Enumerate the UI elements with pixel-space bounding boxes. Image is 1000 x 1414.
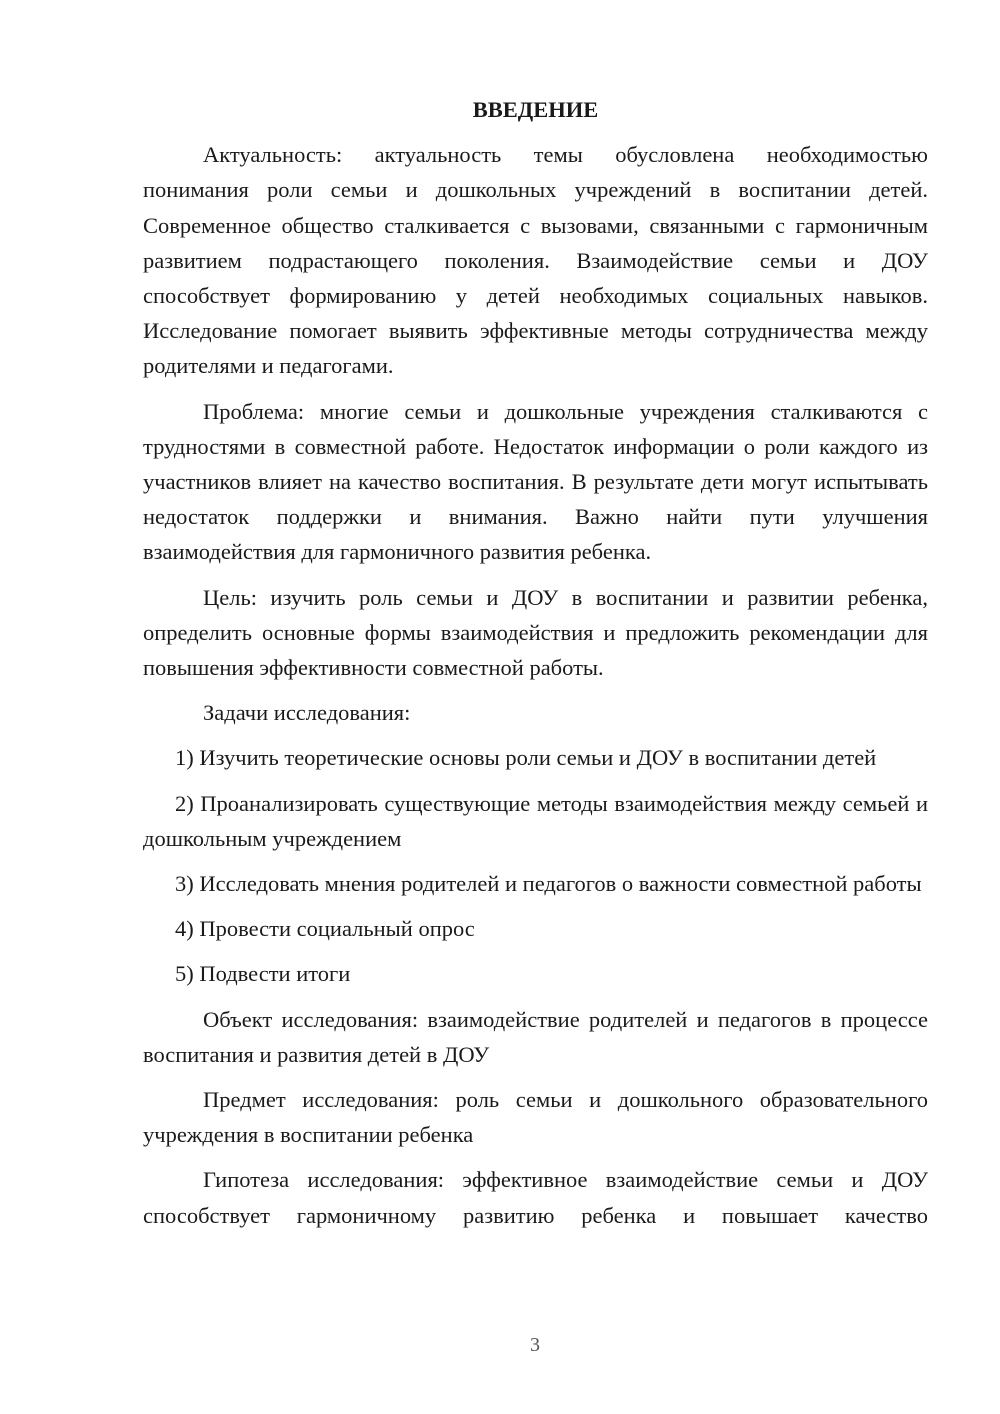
page-number: 3 — [530, 1334, 540, 1356]
document-page — [143, 92, 928, 1243]
task-item-4: 4) Провести социальный опрос — [175, 916, 475, 942]
task-item-2: 2) Проанализировать существующие методы взаимодействия между семьей и дошкольным учреждением — [143, 790, 928, 851]
goal-paragraph: Цель: изучить роль семьи и ДОУ в воспитании и развитии ребенка, определить основные формы взаимодействия и предложить рекомендации для повышения эффективности совместной работы. — [143, 584, 928, 681]
subject-paragraph: Предмет исследования: роль семьи и дошкольного образовательного учреждения в воспитании ребенка — [143, 1087, 928, 1148]
object-paragraph: Объект исследования: взаимодействие родителей и педагогов в процессе воспитания и развития детей в ДОУ — [143, 1006, 928, 1067]
task-item-1: 1) Изучить теоретические основы роли семьи и ДОУ в воспитании детей — [175, 745, 877, 771]
task-item-5: 5) Подвести итоги — [175, 961, 351, 987]
section-title: ВВЕДЕНИЕ — [472, 97, 599, 122]
problem-paragraph: Проблема: многие семьи и дошкольные учреждения сталкиваются с трудностями в совместной работе. Недостаток информации о роли каждого из участников влияет на качество воспитания. В результате дети могут испытывать недостаток поддержки и внимания. Важно найти пути улучшения взаимодействия для гармоничного развития ребенка. — [143, 398, 928, 565]
task-item-3: 3) Исследовать мнения родителей и педагогов о важности совместной работы — [175, 871, 922, 897]
relevance-paragraph: Актуальность: актуальность темы обусловлена необходимостью понимания роли семьи и дошкольных учреждений в воспитании детей. Современное общество сталкивается с вызовами, связанными с гармоничным развитием подрастающего поколения. Взаимодействие семьи и ДОУ способствует формированию у детей необходимых социальных навыков. Исследование помогает выявить эффективные методы сотрудничества между родителями и педагогами. — [143, 142, 928, 379]
tasks-heading: Задачи исследования: — [203, 700, 411, 726]
hypothesis-paragraph: Гипотеза исследования: эффективное взаимодействие семьи и ДОУ способствует гармоничному развитию ребенка и повышает качество — [143, 1167, 928, 1228]
